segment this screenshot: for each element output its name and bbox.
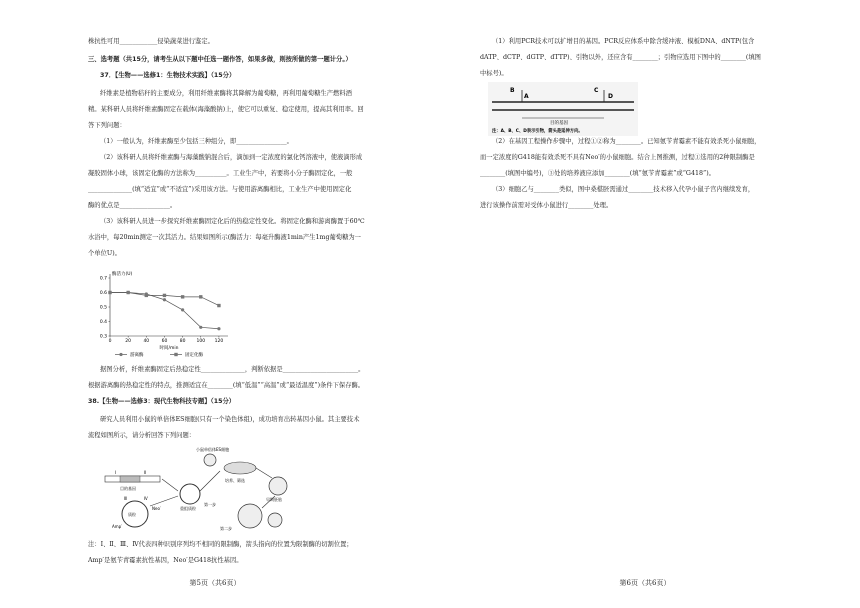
diagram-label: 质粒 <box>128 512 136 517</box>
data-point <box>181 295 184 298</box>
y-tick-label: 0.5 <box>99 305 107 311</box>
flow-arrow <box>162 479 178 491</box>
page-6 <box>430 0 860 608</box>
diagram-label: Amp′ <box>112 524 123 529</box>
diagram-label: 目的基因 <box>120 486 136 491</box>
y-tick-label: 0.6 <box>99 291 107 296</box>
diagram-label: Ⅳ <box>144 496 148 501</box>
legend-label: 固定化酶 <box>185 353 203 358</box>
diagram-note: 注：A、B、C、D表示引物，箭头是延伸方向。 <box>492 129 583 134</box>
text-line: ______________(填“适宜”或“不适宜”)采用该方法。与使用游离酶相比，工业生产中使用固定化 <box>88 186 352 193</box>
data-point <box>163 294 166 297</box>
text-line: （1）利用PCR技术可以扩增目的基因。PCR反应体系中除含缓冲液、模板DNA、dNTP(包含 <box>492 38 755 45</box>
legend-marker <box>119 353 122 356</box>
flow-arrow <box>256 468 272 478</box>
text-line: （2）在基因工程操作步骤中，过程①②称为________。已知氨苄青霉素不能有效杀死小鼠细胞， <box>492 138 761 145</box>
pcr-primer-diagram <box>488 82 638 136</box>
es-cell-shape <box>204 454 216 466</box>
legend-marker <box>174 353 177 356</box>
data-point <box>199 295 202 298</box>
x-tick-label: 80 <box>179 339 186 344</box>
text-line: 而一定浓度的G418能有效杀死不具有Neo′的小鼠细胞。结合上图推测，过程①选用的2种限制酶是 <box>480 154 755 161</box>
note-line: 注：Ⅰ、Ⅱ、Ⅲ、Ⅳ代表四种识别序列均不相同的限制酶，箭头指向的位置为限制酶的切割位置； <box>88 541 353 548</box>
text-line: （1）一般认为，纤维素酶至少包括三种组分，即________________。 <box>100 138 293 145</box>
x-tick-label: 60 <box>161 339 168 344</box>
text-line: dATP、dCTP、dGTP、dTTP)、引物以外，还应含有________；引物应选用下图中的________(填图 <box>480 54 761 61</box>
page5-note <box>88 537 388 569</box>
x-tick-label: 40 <box>143 339 150 344</box>
note-line: Amp′是氨苄青霉素抗性基因，Neo′是G418抗性基因。 <box>88 557 243 564</box>
text-line: ________(填图中编号)，③处的培养液应添加________(填“氨苄青霉素”或“G418”)。 <box>480 170 715 177</box>
x-tick-label: 120 <box>214 339 224 344</box>
x-tick-label: 20 <box>125 339 132 344</box>
question-37-heading: 37．【生物——选修1：生物技术实践】（15分） <box>100 72 236 79</box>
diagram-label: Ⅰ <box>115 470 117 475</box>
diagram-label: Ⅱ <box>144 470 146 475</box>
data-point <box>217 327 220 330</box>
text-line: 凝胶固体小球，该固定化酶的方法称为__________。工业生产中，若要将小分子酶固定化，一般 <box>88 170 353 177</box>
data-point <box>126 291 129 294</box>
text-line: 纤维素是植物秸秆的主要成分，利用纤维素酶将其降解为葡萄糖，再利用葡萄糖生产燃料酒 <box>100 90 352 97</box>
text-line: 研究人员利用小鼠的单倍体ES细胞(只有一个染色体组)，成功培育出转基因小鼠。其主要技术 <box>100 416 360 423</box>
diagram-label: 培养、筛选 <box>225 478 245 483</box>
diagram-label: 重组质粒 <box>180 506 196 511</box>
text-line: 个单位U)。 <box>88 250 121 257</box>
x-tick-label: 100 <box>196 339 206 344</box>
legend-label: 游离酶 <box>130 353 144 358</box>
data-point <box>163 298 166 301</box>
section-heading: 三、选考题（共15分，请考生从以下题中任选一题作答，如果多做，则按所做的第一题计分。） <box>88 56 352 63</box>
primer-label: A <box>524 93 529 100</box>
text-line: 酶的优点是________________。 <box>88 202 177 209</box>
text-line: 进行该操作前需对受体小鼠进行________处理。 <box>480 202 613 209</box>
primer-label: C <box>594 87 599 94</box>
text-line: 株抗性可用____________侵染蔬菜进行鉴定。 <box>88 38 214 45</box>
embryo-shape <box>269 477 287 495</box>
page5-text-block-2 <box>88 362 388 444</box>
data-point <box>108 291 111 294</box>
y-tick-label: 0.4 <box>99 320 107 325</box>
text-line: 中标号)。 <box>480 70 508 77</box>
gene-transfer-flow-diagram <box>100 446 300 536</box>
enzyme-activity-chart <box>88 268 238 363</box>
data-point <box>199 326 202 329</box>
page6-text-block <box>480 34 800 82</box>
text-line: 流程如图所示，请分析回答下列问题： <box>88 432 196 439</box>
text-line: （3）细胞乙与________类似，图中桑椹胚需通过________技术移入代孕小鼠子宫内继续发育， <box>492 186 755 193</box>
flow-arrow <box>150 496 178 506</box>
cell-shape <box>238 504 262 528</box>
diagram-label: Ⅲ <box>124 496 127 501</box>
text-line: 答下列问题： <box>88 122 126 129</box>
page-number: 第5页（共6页） <box>189 579 241 587</box>
data-point <box>217 304 220 307</box>
y-axis-label: 酶活力(U) <box>112 272 133 277</box>
diagram-label: Neo′ <box>152 506 161 511</box>
page6-text-block-2 <box>480 134 800 214</box>
diagram-label: 早期胚胎 <box>266 497 282 502</box>
flow-arrow <box>200 471 220 491</box>
diagram-label: 目的基因 <box>550 121 568 126</box>
x-tick-label: 0 <box>108 339 112 344</box>
cell-shape <box>268 513 282 527</box>
culture-dish-shape <box>224 462 256 474</box>
diagram-label: 第二步 <box>220 526 232 531</box>
recombinant-plasmid-shape <box>180 484 200 504</box>
question-38-heading: 38.【生物——选修3：现代生物科技专题】（15分） <box>88 398 236 405</box>
page5-text-block <box>88 34 388 262</box>
y-tick-label: 0.3 <box>99 334 107 340</box>
y-tick-label: 0.7 <box>99 276 107 282</box>
diagram-label: 第一步 <box>204 502 216 507</box>
data-point <box>145 294 148 297</box>
primer-label: D <box>608 93 613 100</box>
data-point <box>181 308 184 311</box>
text-line: 根据游离酶的热稳定性的特点，推测适宜在________(填“低温”“高温”或“最适温度”)条件下保存酶。 <box>88 382 365 389</box>
text-line: 据图分析，纤维素酶固定后热稳定性______________，判断依据是________________________。 <box>100 366 365 373</box>
target-gene-segment <box>120 476 140 482</box>
text-line: 水浴中，每20min测定一次其活力。结果如图所示(酶活力：每毫升酶液1min产生1mg葡萄糖为一 <box>88 234 361 241</box>
page-number: 第6页（共6页） <box>619 579 671 587</box>
text-line: （2）该科研人员将纤维素酶与海藻酸钠混合后，滴加到一定浓度的氯化钙溶液中，使液滴形成 <box>100 154 363 161</box>
text-line: 精。某科研人员将纤维素酶固定在载体(海藻酸钠)上，使它可以重复、稳定使用，提高其利用率。回 <box>88 106 364 113</box>
x-axis-label: 时间/min <box>159 346 179 351</box>
text-line: （3）该科研人员进一步探究纤维素酶固定化后的热稳定性变化。将固定化酶和游离酶置于60℃ <box>100 218 365 225</box>
diagram-label: 小鼠单倍体ES细胞 <box>196 447 230 452</box>
primer-label: B <box>510 87 515 94</box>
